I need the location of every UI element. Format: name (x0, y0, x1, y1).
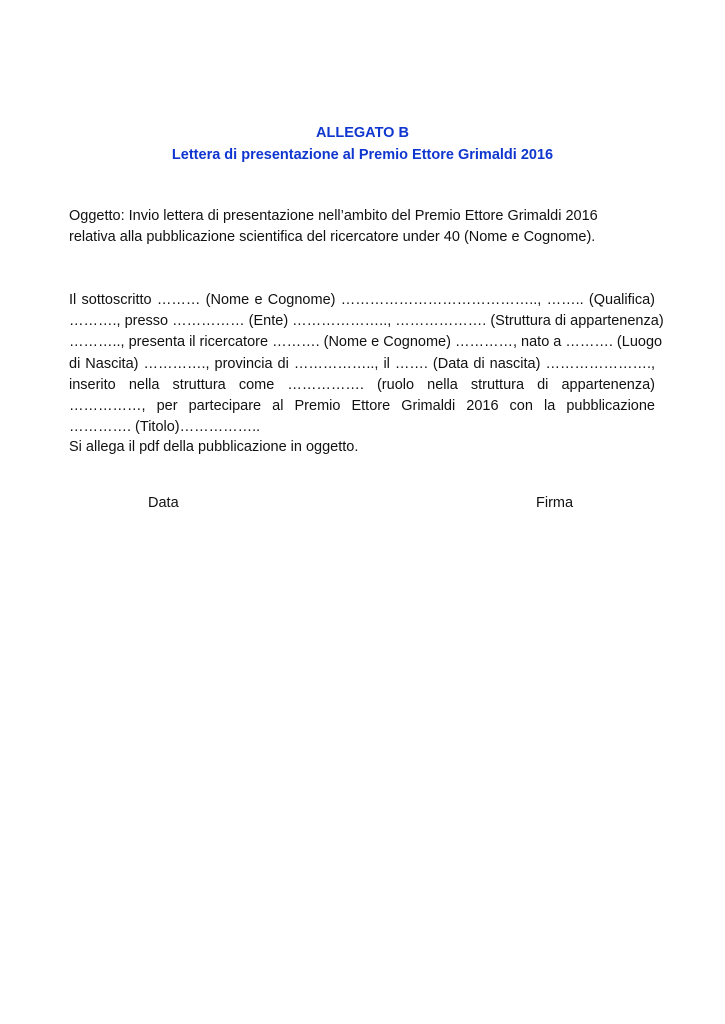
document-title: ALLEGATO B (316, 125, 409, 141)
date-label: Data (148, 495, 179, 511)
subject-line: Oggetto: Invio lettera di presentazione nell’ambito del Premio Ettore Grimaldi 2016 (69, 208, 598, 224)
body-paragraph (69, 290, 664, 438)
subject-line: relativa alla pubblicazione scientifica del ricercatore under 40 (Nome e Cognome). (69, 229, 596, 246)
subject-paragraph (69, 206, 655, 248)
body-line: ……………, per partecipare al Premio Ettore Grimaldi 2016 con la pubblicazione (69, 398, 655, 415)
attachment-note: Si allega il pdf della pubblicazione in oggetto. (69, 439, 359, 455)
body-line: …………. (Titolo)…………….. (69, 419, 261, 436)
body-line: ………., presso …………… (Ente) ……………….., ………………. (Struttura di appartenenza) (69, 313, 664, 330)
signature-label: Firma (536, 495, 574, 511)
body-line: di Nascita) …………., provincia di …………….., il ……. (Data di nascita) …………………., (69, 355, 655, 372)
body-line: inserito nella struttura come ……………. (ruolo nella struttura di appartenenza) (69, 376, 655, 393)
body-line: Il sottoscritto ……… (Nome e Cognome) ………………………………….., …….. (Qualifica) (69, 292, 655, 308)
body-line: ……….., presenta il ricercatore ………. (Nome e Cognome) …………, nato a ………. (Luogo (69, 334, 663, 351)
document-subtitle: Lettera di presentazione al Premio Ettore Grimaldi 2016 (171, 147, 554, 163)
